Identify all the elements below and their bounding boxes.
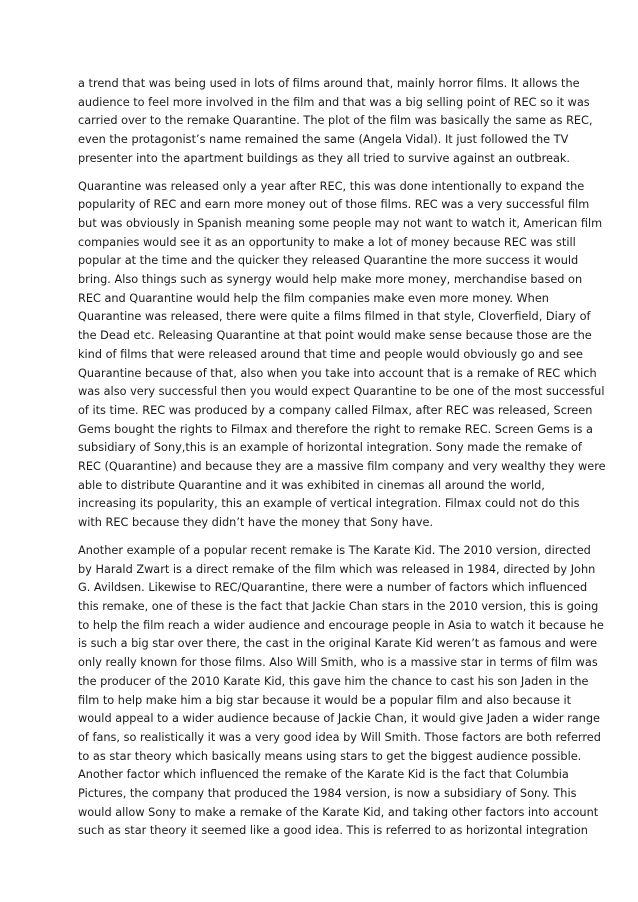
text-line: film to help make him a big star because it would be a popular film and also because it bbox=[78, 693, 572, 707]
text-line: is such a big star over there, the cast in the original Karate Kid weren’t as famous and were bbox=[78, 637, 598, 651]
text-line: bring. Also things such as synergy would help make more money, merchandise based on bbox=[78, 273, 583, 287]
text-line: able to distribute Quarantine and it was exhibited in cinemas all around the world, bbox=[78, 478, 545, 492]
text-line: Quarantine was released, there were quite a films filmed in that style, Cloverfield, Diary of bbox=[78, 310, 591, 324]
text-line: even the protagonist’s name remained the same (Angela Vidal). It just followed the TV bbox=[78, 133, 569, 147]
text-line: would appeal to a wider audience because of Jackie Chan, it would give Jaden a wider range bbox=[78, 712, 600, 726]
text-line: only really known for those films. Also Will Smith, who is a massive star in terms of film was bbox=[78, 656, 598, 670]
text-line: Quarantine was released only a year after REC, this was done intentionally to expand the bbox=[78, 179, 585, 193]
text-line: companies would see it as an opportunity to make a lot of money because REC was still bbox=[78, 235, 576, 249]
text-line: REC (Quarantine) and because they are a massive film company and very wealthy they were bbox=[78, 460, 606, 474]
paragraph-2 bbox=[78, 178, 606, 533]
text-line: popularity of REC and earn more money out of those films. REC was a very successful film bbox=[78, 198, 590, 212]
text-line: this remake, one of these is the fact that Jackie Chan stars in the 2010 version, this is going bbox=[78, 599, 599, 613]
text-line: with REC because they didn’t have the money that Sony have. bbox=[78, 516, 434, 530]
text-line: G. Avildsen. Likewise to REC/Quarantine, there were a number of factors which influenced bbox=[78, 581, 588, 595]
paragraph-1 bbox=[78, 75, 593, 169]
text-line: would allow Sony to make a remake of the Karate Kid, and taking other factors into account bbox=[78, 805, 599, 819]
text-line: a trend that was being used in lots of films around that, mainly horror films. It allows the bbox=[78, 77, 580, 90]
text-line: presenter into the apartment buildings as they all tried to survive against an outbreak. bbox=[78, 151, 571, 165]
text-body bbox=[78, 75, 606, 850]
text-line: Another factor which influenced the remake of the Karate Kid is the fact that Columbia bbox=[78, 768, 569, 782]
text-line: was also very successful then you would expect Quarantine to be one of the most successful bbox=[78, 385, 605, 399]
text-line: of its time. REC was produced by a company called Filmax, after REC was released, Screen bbox=[78, 403, 593, 417]
text-line: to help the film reach a wider audience and encourage people in Asia to watch it because he bbox=[78, 618, 604, 632]
text-line: Another example of a popular recent remake is The Karate Kid. The 2010 version, directed bbox=[78, 543, 591, 557]
text-line: increasing its popularity, this an example of vertical integration. Filmax could not do this bbox=[78, 497, 580, 511]
text-line: but was obviously in Spanish meaning some people may not want to watch it, American film bbox=[78, 216, 603, 230]
text-line: subsidiary of Sony,this is an example of horizontal integration. Sony made the remake of bbox=[78, 441, 582, 455]
text-line: of fans, so realistically it was a very good idea by Will Smith. Those factors are both referred bbox=[78, 730, 601, 744]
text-line: audience to feel more involved in the film and that was a big selling point of REC so it was bbox=[78, 95, 590, 109]
text-line: by Harald Zwart is a direct remake of the film which was released in 1984, directed by John bbox=[78, 562, 596, 576]
paragraph-3 bbox=[78, 542, 604, 841]
text-line: carried over to the remake Quarantine. The plot of the film was basically the same as REC, bbox=[78, 114, 593, 128]
text-line: Pictures, the company that produced the 1984 version, is now a subsidiary of Sony. This bbox=[78, 787, 577, 801]
text-line: kind of films that were released around that time and people would obviously go and see bbox=[78, 347, 583, 361]
text-line: Quarantine because of that, also when you take into account that is a remake of REC which bbox=[78, 366, 597, 380]
text-line: popular at the time and the quicker they released Quarantine the more success it would bbox=[78, 254, 579, 268]
text-line: Gems bought the rights to Filmax and therefore the right to remake REC. Screen Gems is a bbox=[78, 422, 593, 436]
text-line: the producer of the 2010 Karate Kid, this gave him the chance to cast his son Jaden in the bbox=[78, 674, 589, 688]
text-line: REC and Quarantine would help the film companies make even more money. When bbox=[78, 291, 549, 305]
text-line: to as star theory which basically means using stars to get the biggest audience possible. bbox=[78, 749, 582, 763]
text-line: the Dead etc. Releasing Quarantine at that point would make sense because those are the bbox=[78, 329, 592, 343]
text-line: such as star theory it seemed like a good idea. This is referred to as horizontal integration bbox=[78, 824, 588, 838]
